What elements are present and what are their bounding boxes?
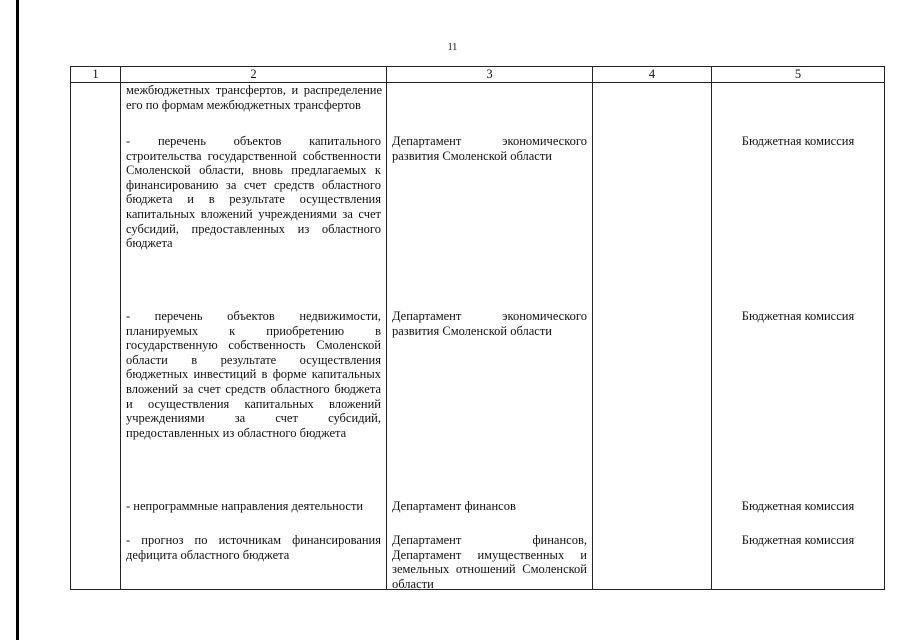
column-header-3: 3 xyxy=(387,67,593,83)
cell-department-list xyxy=(387,83,593,590)
budget-table xyxy=(70,66,885,590)
item-text: - перечень объектов капитального строительства государственной собственности Смоленской области, вновь предлагаемых к финансированию за счет средств областного бюджета и в результате осуществления капитальных вложений учреждениями за счет субсидий, предоставленных из областного бюджета xyxy=(126,134,381,251)
department-spacer xyxy=(387,83,592,134)
table-row xyxy=(71,83,885,590)
deadline-spacer xyxy=(593,83,711,134)
column-header-4: 4 xyxy=(593,67,712,83)
item-text: - непрограммные направления деятельности xyxy=(126,499,364,513)
item-text: - прогноз по источникам финансирования дефицита областного бюджета xyxy=(126,533,381,562)
deadline-text xyxy=(593,499,711,533)
deadline-text xyxy=(593,309,711,499)
table-header-row xyxy=(71,67,885,83)
cell-commission-list xyxy=(712,83,885,590)
item-text: - перечень объектов недвижимости, планируемых к приобретению в государственную собственность Смоленской области в результате осуществления бюджетных инвестиций в форме капитальных вложений за счет средств областного бюджета и осуществления капитальных вложений учреждениями за счет субсидий, предоставленных из областного бюджета xyxy=(126,309,381,440)
commission-spacer xyxy=(712,83,884,134)
cell-item-list xyxy=(121,83,387,590)
column-header-2: 2 xyxy=(121,67,387,83)
cell-number xyxy=(71,83,121,590)
commission-text: Бюджетная комиссия xyxy=(741,134,855,148)
commission-text: Бюджетная комиссия xyxy=(741,309,855,323)
department-text: Департамент финансов xyxy=(392,499,516,513)
commission-text: Бюджетная комиссия xyxy=(741,499,855,513)
cell-deadline xyxy=(593,83,712,590)
column-header-5: 5 xyxy=(712,67,885,83)
column-header-1: 1 xyxy=(71,67,121,83)
page-number: 11 xyxy=(447,42,458,53)
scan-edge-line xyxy=(16,0,19,640)
continuation-text: межбюджетных трансфертов, и распределение его по формам межбюджетных трансфертов xyxy=(126,83,382,112)
department-text: Департамент экономического развития Смоленской области xyxy=(392,134,587,163)
deadline-text xyxy=(593,134,711,309)
deadline-text xyxy=(593,533,711,589)
department-text: Департамент экономического развития Смоленской области xyxy=(392,309,587,338)
department-text: Департамент финансов, Департамент имущественных и земельных отношений Смоленской области xyxy=(392,533,587,591)
commission-text: Бюджетная комиссия xyxy=(741,533,855,547)
